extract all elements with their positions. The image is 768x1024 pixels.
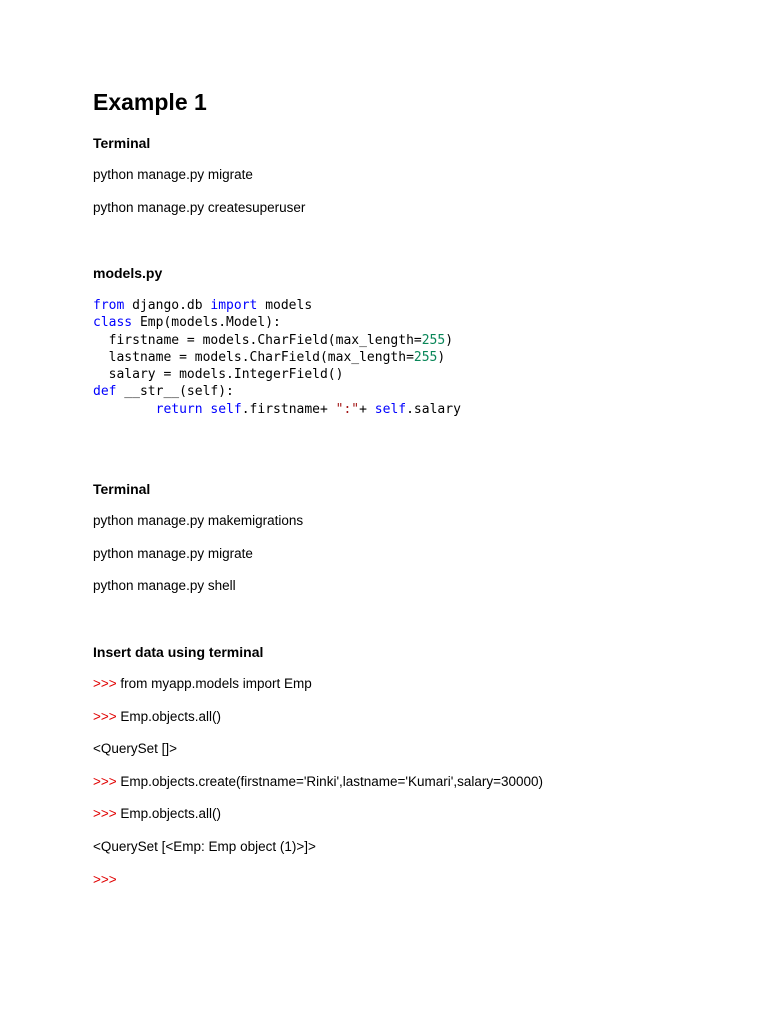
shell-line-all-1: >>> Emp.objects.all()	[93, 709, 221, 724]
page-title: Example 1	[93, 89, 207, 115]
code-keyword: def	[93, 384, 117, 400]
shell-line-empty-prompt	[93, 871, 117, 889]
code-keyword: class	[93, 315, 133, 331]
code-line-4: lastname = models.CharField(max_length=255)	[93, 349, 446, 365]
code-line-5: salary = models.IntegerField()	[93, 367, 344, 383]
code-string: ":"	[335, 401, 360, 417]
shell-output-queryset: <QuerySet [<Emp: Emp object (1)>]>	[93, 839, 316, 854]
code-block-models	[93, 297, 461, 418]
command-migrate-2: python manage.py migrate	[93, 546, 253, 561]
shell-line-import: >>> from myapp.models import Emp	[93, 676, 312, 691]
code-keyword: self	[374, 401, 407, 417]
heading-insert-data: Insert data using terminal	[93, 644, 264, 660]
shell-prompt: >>>	[93, 806, 117, 821]
code-line-3: firstname = models.CharField(max_length=255)	[93, 332, 454, 348]
code-number: 255	[413, 349, 438, 365]
code-keyword: from	[93, 298, 125, 313]
heading-terminal-2: Terminal	[93, 481, 151, 497]
code-line-7: return self.firstname+ ":"+ self.salary	[155, 401, 461, 417]
shell-prompt: >>>	[93, 676, 117, 691]
code-number: 255	[421, 332, 446, 348]
heading-terminal-1: Terminal	[93, 135, 151, 151]
code-line-1: from django.db import models	[93, 298, 313, 313]
shell-prompt: >>>	[93, 872, 117, 887]
shell-prompt: >>>	[93, 709, 117, 724]
shell-prompt: >>>	[93, 774, 117, 789]
code-line-6: def __str__(self):	[93, 384, 234, 400]
command-migrate: python manage.py migrate	[93, 167, 253, 182]
shell-line-all-2: >>> Emp.objects.all()	[93, 806, 221, 821]
shell-output-empty: <QuerySet []>	[93, 741, 178, 756]
command-shell: python manage.py shell	[93, 578, 236, 593]
command-createsuperuser: python manage.py createsuperuser	[93, 200, 306, 215]
code-keyword: self	[210, 401, 242, 417]
code-line-2: class Emp(models.Model):	[93, 315, 281, 331]
heading-models-py: models.py	[93, 265, 163, 281]
code-keyword: import	[210, 298, 258, 313]
command-makemigrations: python manage.py makemigrations	[93, 513, 304, 528]
code-keyword: return	[155, 401, 203, 417]
shell-line-create: >>> Emp.objects.create(firstname='Rinki',lastname='Kumari',salary=30000)	[93, 774, 544, 789]
